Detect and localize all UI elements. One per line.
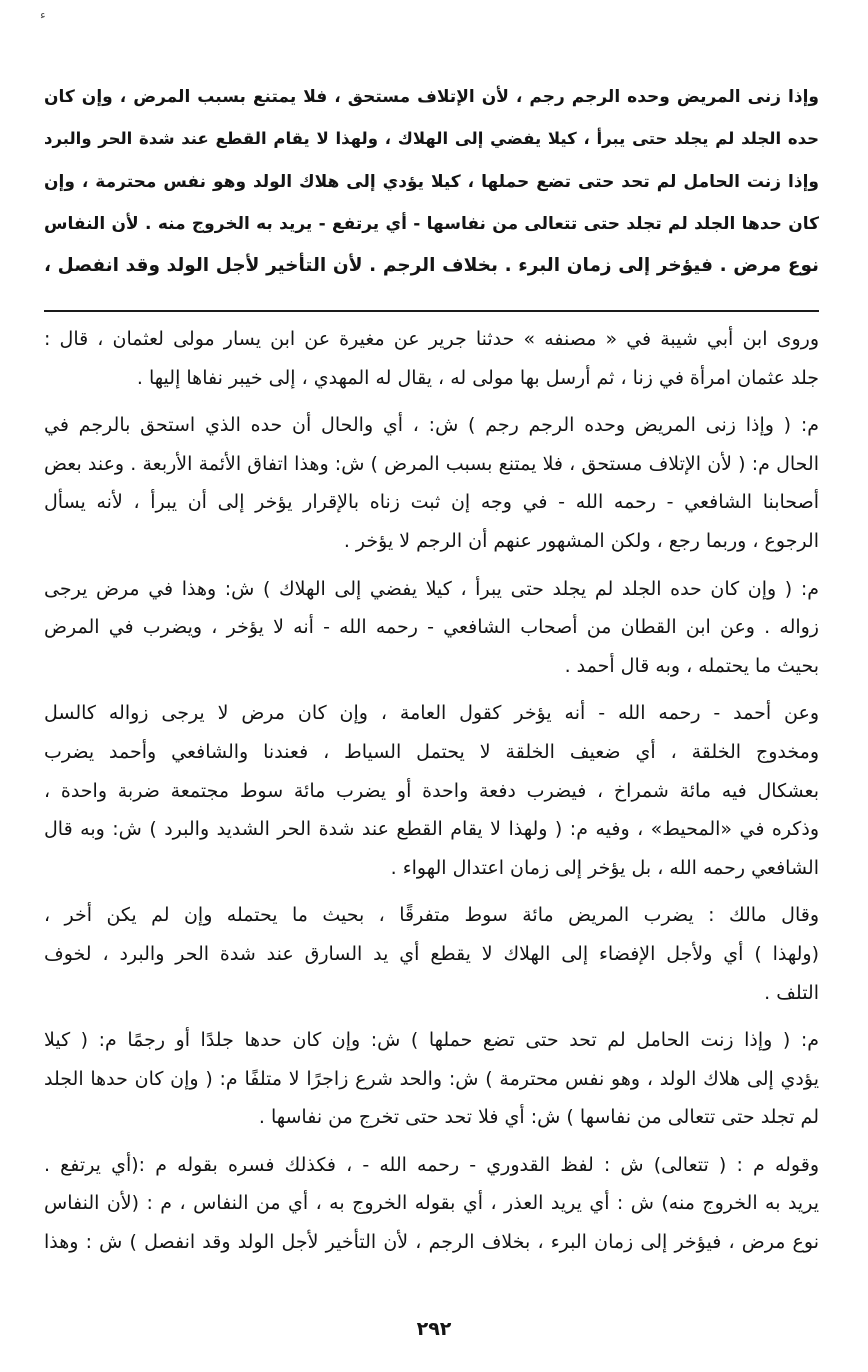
section-divider	[44, 310, 819, 312]
text-line: الشافعي رحمه الله ، بل يؤخر إلى زمان اعتدال الهواء .	[390, 856, 819, 879]
commentary-paragraph	[44, 1021, 819, 1137]
main-text-line: نوع مرض . فيؤخر إلى زمان البرء . بخلاف الرجم . لأن التأخير لأجل الولد وقد انفصل ،	[44, 255, 819, 277]
commentary-paragraph	[44, 896, 819, 1012]
text-line: أصحابنا الشافعي - رحمه الله - في وجه إن ثبت زناه بالإقرار يؤخر إلى أن يبرأ ، لأنه يسأل	[44, 491, 819, 514]
main-text-line: حده الجلد لم يجلد حتى يبرأ ، كيلا يفضي إلى الهلاك ، ولهذا لا يقام القطع عند شدة الحر والبرد	[44, 129, 819, 149]
main-text-line: وإذا زنى المريض وحده الرجم رجم ، لأن الإتلاف مستحق ، فلا يمتنع بسبب المرض ، وإن كان	[44, 87, 819, 107]
commentary-paragraph	[44, 570, 819, 686]
text-line: وقال مالك : يضرب المريض مائة سوط متفرقًا ، بحيث ما يحتمله وإن لم يكن أخر ،	[44, 904, 819, 927]
text-line: بعشكال فيه مائة شمراخ ، فيضرب دفعة واحدة أو يضرب مائة سوط مجتمعة ضربة واحدة ،	[44, 779, 819, 802]
page-number: ٢٩٢	[416, 1318, 452, 1340]
commentary-paragraph	[44, 406, 819, 560]
text-line: زواله . وعن ابن القطان من أصحاب الشافعي - رحمه الله - أنه لا يؤخر ، ويضرب في المرض	[44, 616, 819, 639]
commentary	[44, 320, 819, 1271]
main-text-line: كان حدها الجلد لم تجلد حتى تتعالى من نفاسها - أي يرتفع - يريد به الخروج منه . لأن النفاس	[44, 213, 819, 234]
text-line: يؤدي إلى هلاك الولد ، وهو نفس محترمة ) ش: والحد شرع زاجرًا لا متلفًا م: ( وإن كان حدها الجلد	[44, 1067, 819, 1090]
text-line: الحال م: ( لأن الإتلاف مستحق ، فلا يمتنع بسبب المرض ) ش: وهذا اتفاق الأئمة الأربعة . وعند بعض	[44, 452, 819, 475]
text-line: التلف .	[764, 981, 819, 1004]
text-line: وروى ابن أبي شيبة في « مصنفه » حدثنا جرير عن مغيرة عن ابن يسار مولى لعثمان ، قال :	[44, 328, 819, 350]
text-line: م: ( وإذا زنى المريض وحده الرجم رجم ) ش: ، أي والحال أن حده الذي استحق بالرجم في	[44, 414, 819, 437]
commentary-paragraph	[44, 1146, 819, 1262]
text-line: م: ( وإن كان حده الجلد لم يجلد حتى يبرأ ، كيلا يفضي إلى الهلاك ) ش: وهذا في مرض يرجى	[44, 577, 819, 600]
main-text-block	[44, 76, 819, 287]
text-line: وقوله م : ( تتعالى) ش : لفظ القدوري - رحمه الله - ، فكذلك فسره بقوله م :(أي يرتفع .	[44, 1153, 819, 1176]
text-line: بحيث ما يحتمله ، وبه قال أحمد .	[564, 654, 819, 677]
corner-mark: ء	[40, 8, 46, 22]
text-line: وذكره في «المحيط» ، وفيه م: ( ولهذا لا يقام القطع عند شدة الحر الشديد والبرد ) ش: وبه قال	[44, 818, 819, 841]
main-text-line: وإذا زنت الحامل لم تحد حتى تضع حملها ، كيلا يؤدي إلى هلاك الولد وهو نفس محترمة ، وإن	[44, 171, 819, 192]
text-line: جلد عثمان امرأة في زنا ، ثم أرسل بها مولى له ، يقال له المهدي ، إلى خيبر نفاها إليها .	[136, 366, 819, 389]
text-line: م: ( وإذا زنت الحامل لم تحد حتى تضع حملها ) ش: وإن كان حدها جلدًا أو رجمًا م: ( كيلا	[44, 1029, 819, 1052]
main-text	[44, 76, 819, 287]
text-line: نوع مرض ، فيؤخر إلى زمان البرء ، بخلاف الرجم ، لأن التأخير لأجل الولد وقد انفصل ) ش : وهذا	[44, 1231, 819, 1254]
text-line: (ولهذا ) أي ولأجل الإفضاء إلى الهلاك لا يقطع أي يد السارق عند شدة الحر والبرد ، لخوف	[44, 942, 819, 965]
text-line: لم تجلد حتى تتعالى من نفاسها ) ش: أي فلا تحد حتى تخرج من نفاسها .	[258, 1106, 819, 1129]
text-line: ومخدوج الخلقة ، أي ضعيف الخلقة لا يحتمل السياط ، فعندنا والشافعي وأحمد يضرب	[44, 740, 819, 763]
text-line: الرجوع ، وربما رجع ، ولكن المشهور عنهم أن الرجم لا يؤخر .	[343, 529, 819, 552]
text-line: يريد به الخروج منه) ش : أي يريد العذر ، أي بقوله الخروج به ، أي من النفاس ، م : (لأن النفاس	[44, 1192, 819, 1215]
text-line: وعن أحمد - رحمه الله - أنه يؤخر كقول العامة ، وإن كان مرض لا يرجى زواله كالسل	[44, 702, 819, 725]
commentary-paragraph	[44, 320, 819, 397]
commentary-paragraph	[44, 694, 819, 887]
